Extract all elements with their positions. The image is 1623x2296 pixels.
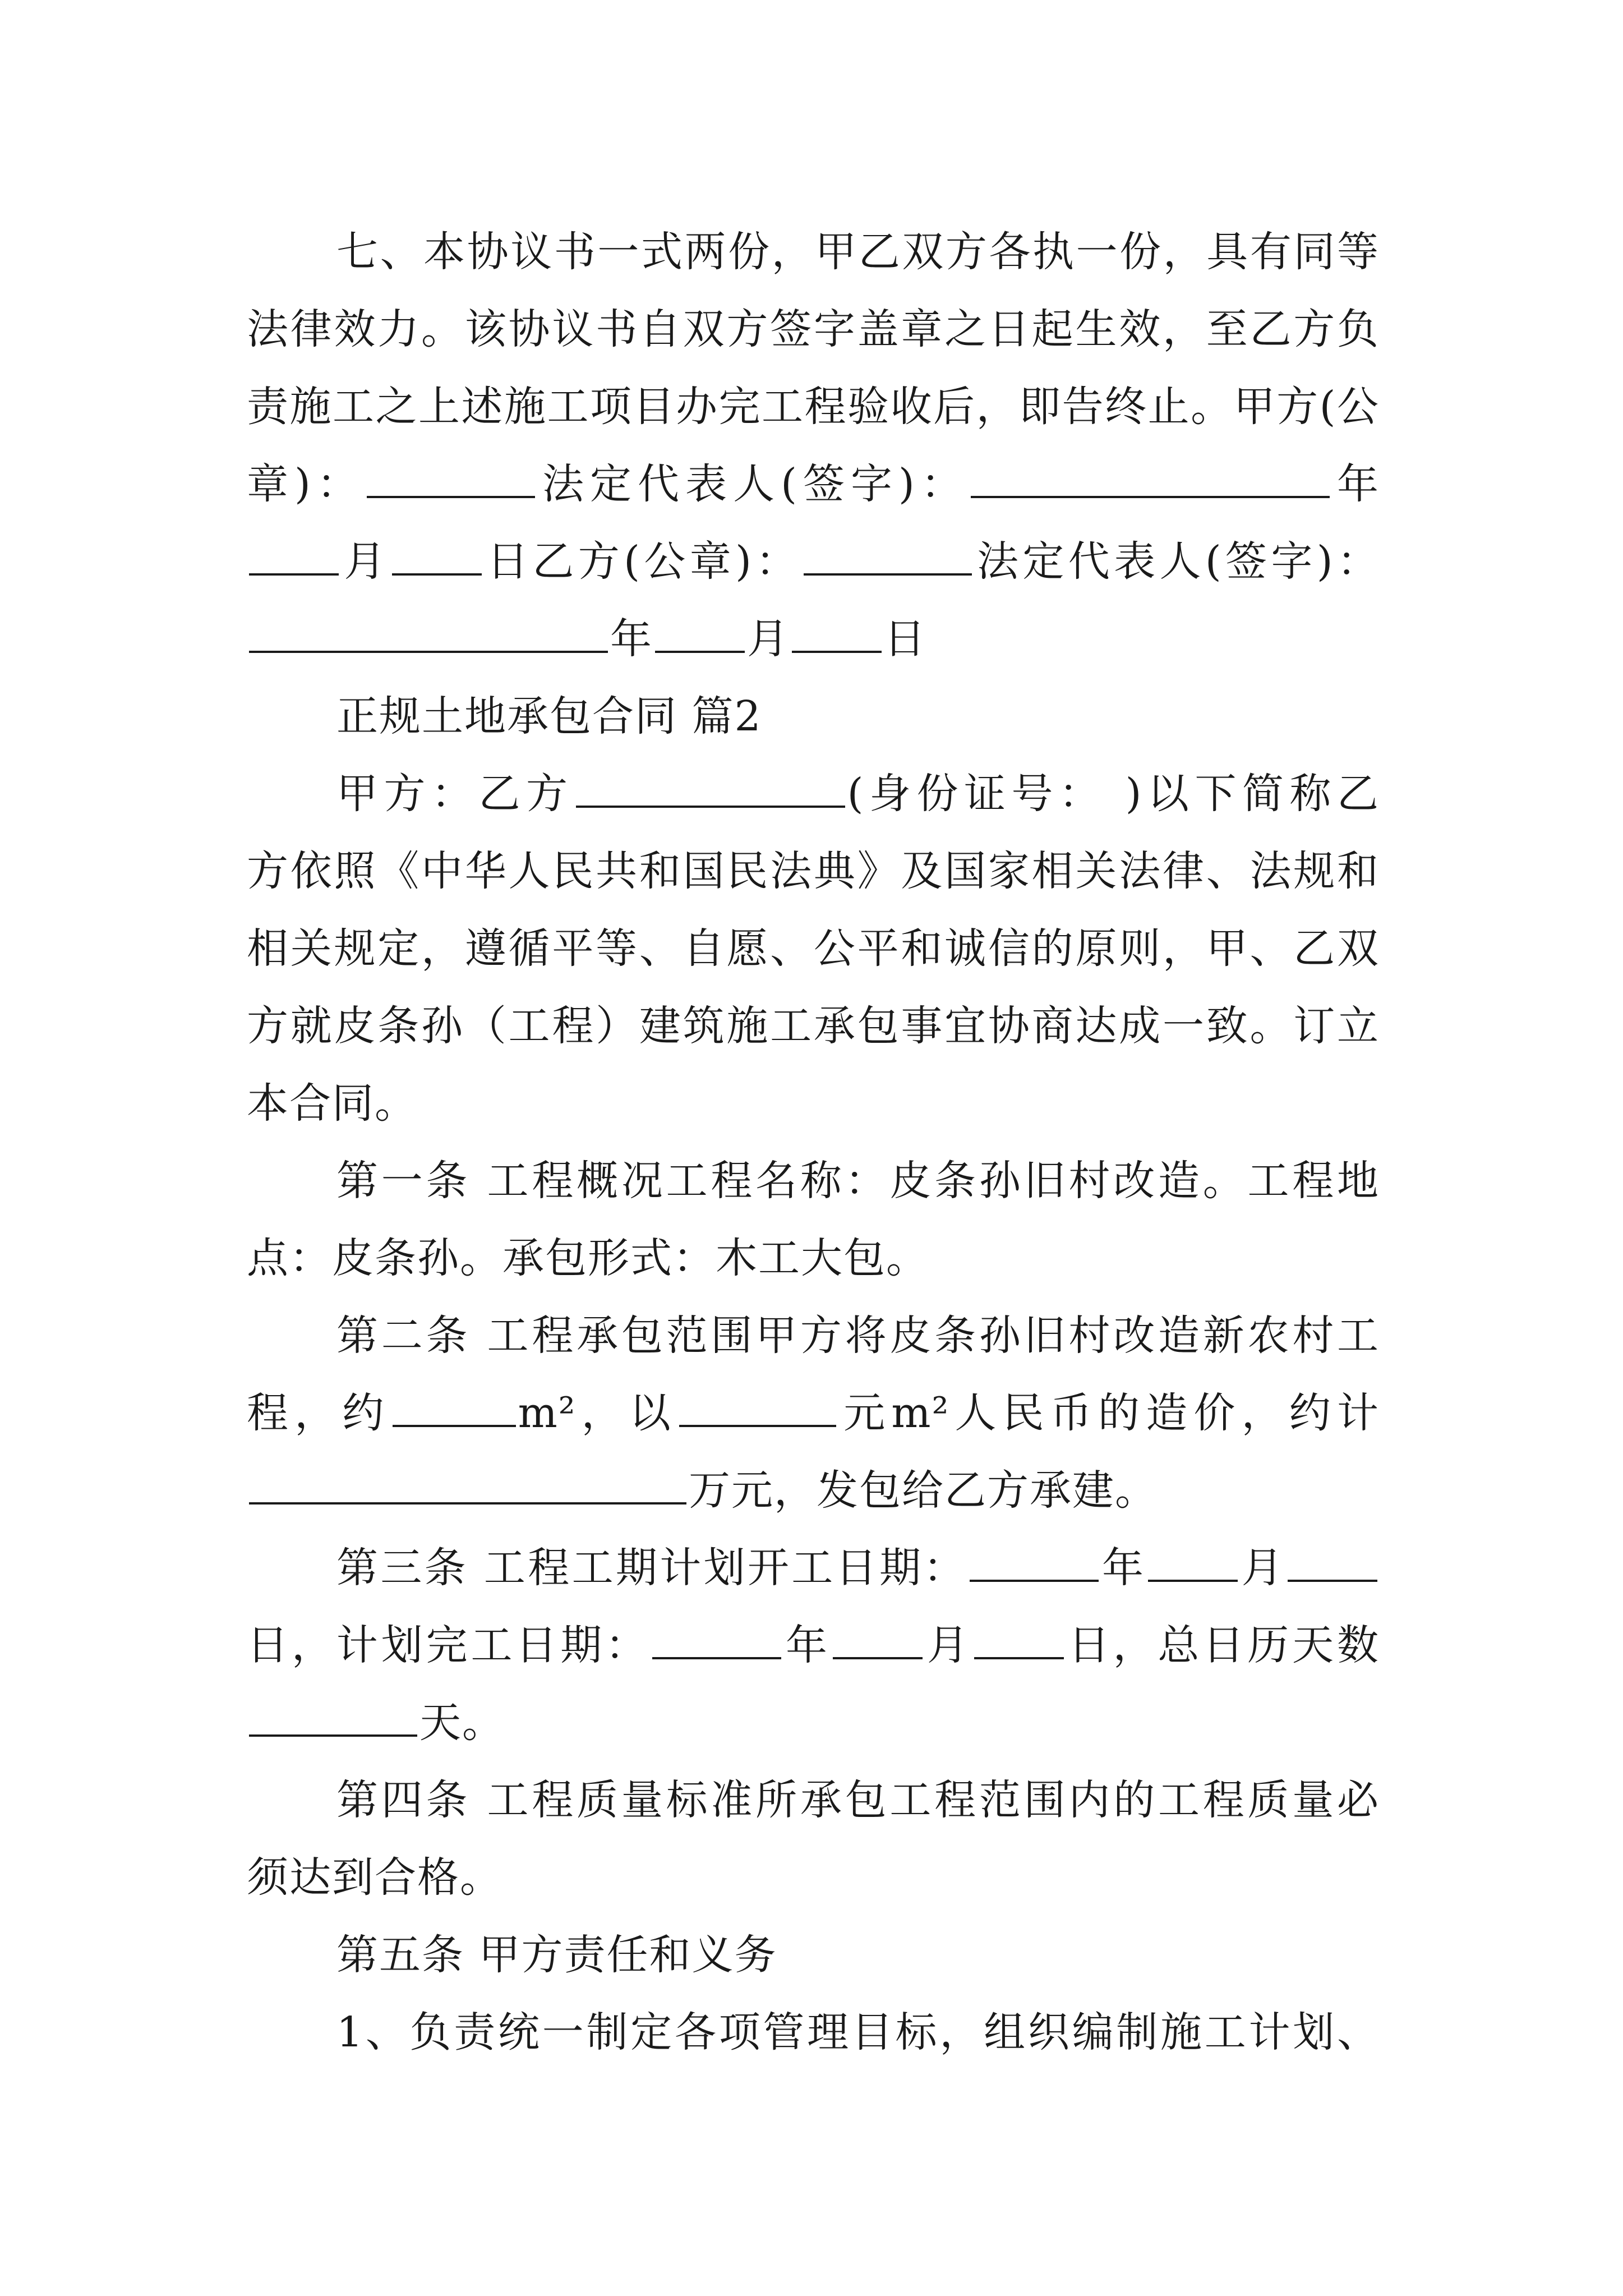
blank-field [792,617,882,653]
text-segment: 月 [747,615,790,663]
text-line [247,1529,1380,1607]
text-segment: 日 [884,615,926,663]
text-segment: 年 [610,615,653,663]
text-line [247,1684,1380,1761]
blank-field [367,462,535,498]
text-segment: 万元，发包给乙方承建。 [689,1466,1158,1515]
text-line: 责施工之上述施工项目办完工程验收后，即告终止。甲方(公 [247,383,1380,431]
text-line: 方就皮条孙（工程）建筑施工承包事宜协商达成一致。订立 [247,1002,1380,1050]
text-line [247,445,1380,523]
text-line: 点：皮条孙。承包形式：木工大包。 [247,1234,929,1282]
text-segment: 元m²人民币的造价，约计 [838,1389,1380,1437]
text-segment: 法定代表人(签字)： [974,537,1380,586]
text-segment: 章)： [247,460,365,508]
text-line: 第五条 甲方责任和义务 [336,1931,777,1979]
document-page [247,213,1380,2071]
text-line: 须达到合格。 [247,1853,502,1902]
text-segment: 年 [783,1621,831,1669]
blank-field [1148,1546,1238,1582]
blank-field [970,1546,1099,1582]
text-segment: 程，约 [247,1389,390,1437]
text-segment: (身份证号： )以下简称乙 [847,770,1380,818]
text-line: 本合同。 [247,1079,417,1128]
blank-field [679,1391,836,1427]
text-segment: 法定代表人(签字)： [537,460,969,508]
blank-field [249,1701,417,1737]
text-line: 七、本协议书一式两份，甲乙双方各执一份，具有同等 [336,228,1380,276]
text-segment: 月 [341,537,390,586]
text-line [247,600,1380,678]
blank-field [249,540,339,576]
text-segment: 年 [1100,1544,1146,1592]
text-line: 1、负责统一制定各项管理目标，组织编制施工计划、 [336,2008,1380,2056]
blank-field [249,1469,686,1504]
text-segment: 月 [1240,1544,1286,1592]
text-segment: 第三条 工程工期计划开工日期： [336,1544,967,1592]
text-segment: 天。 [419,1699,505,1747]
blank-field [974,1623,1064,1659]
section-heading: 正规土地承包合同 篇2 [336,692,762,740]
text-line: 法律效力。该协议书自双方签字盖章之日起生效，至乙方负 [247,305,1380,353]
text-line [247,1374,1380,1452]
text-line: 第一条 工程概况工程名称：皮条孙旧村改造。工程地 [336,1157,1380,1205]
blank-field [576,772,845,808]
blank-field [971,462,1330,498]
text-line [247,523,1380,600]
blank-field [393,1391,516,1427]
text-segment: m²，以 [518,1389,677,1437]
text-line: 第四条 工程质量标准所承包工程范围内的工程质量必 [336,1776,1380,1824]
text-segment: 年 [1331,460,1380,508]
blank-field [392,540,482,576]
text-segment: 日，计划完工日期： [247,1621,651,1669]
text-line [247,755,1380,832]
blank-field [804,540,972,576]
blank-field [1288,1546,1377,1582]
text-segment: 月 [924,1621,972,1669]
text-segment: 甲方：乙方 [336,770,574,818]
text-line [247,1607,1380,1684]
text-line [247,1452,1380,1529]
blank-field [249,617,608,653]
text-line: 相关规定，遵循平等、自愿、公平和诚信的原则，甲、乙双 [247,924,1380,973]
text-segment: 日乙方(公章)： [483,537,801,586]
text-line: 方依照《中华人民共和国民法典》及国家相关法律、法规和 [247,847,1380,895]
text-segment: 日，总日历天数 [1066,1621,1380,1669]
blank-field [655,617,745,653]
text-line: 第二条 工程承包范围甲方将皮条孙旧村改造新农村工 [336,1312,1380,1360]
blank-field [652,1623,781,1659]
blank-field [833,1623,923,1659]
